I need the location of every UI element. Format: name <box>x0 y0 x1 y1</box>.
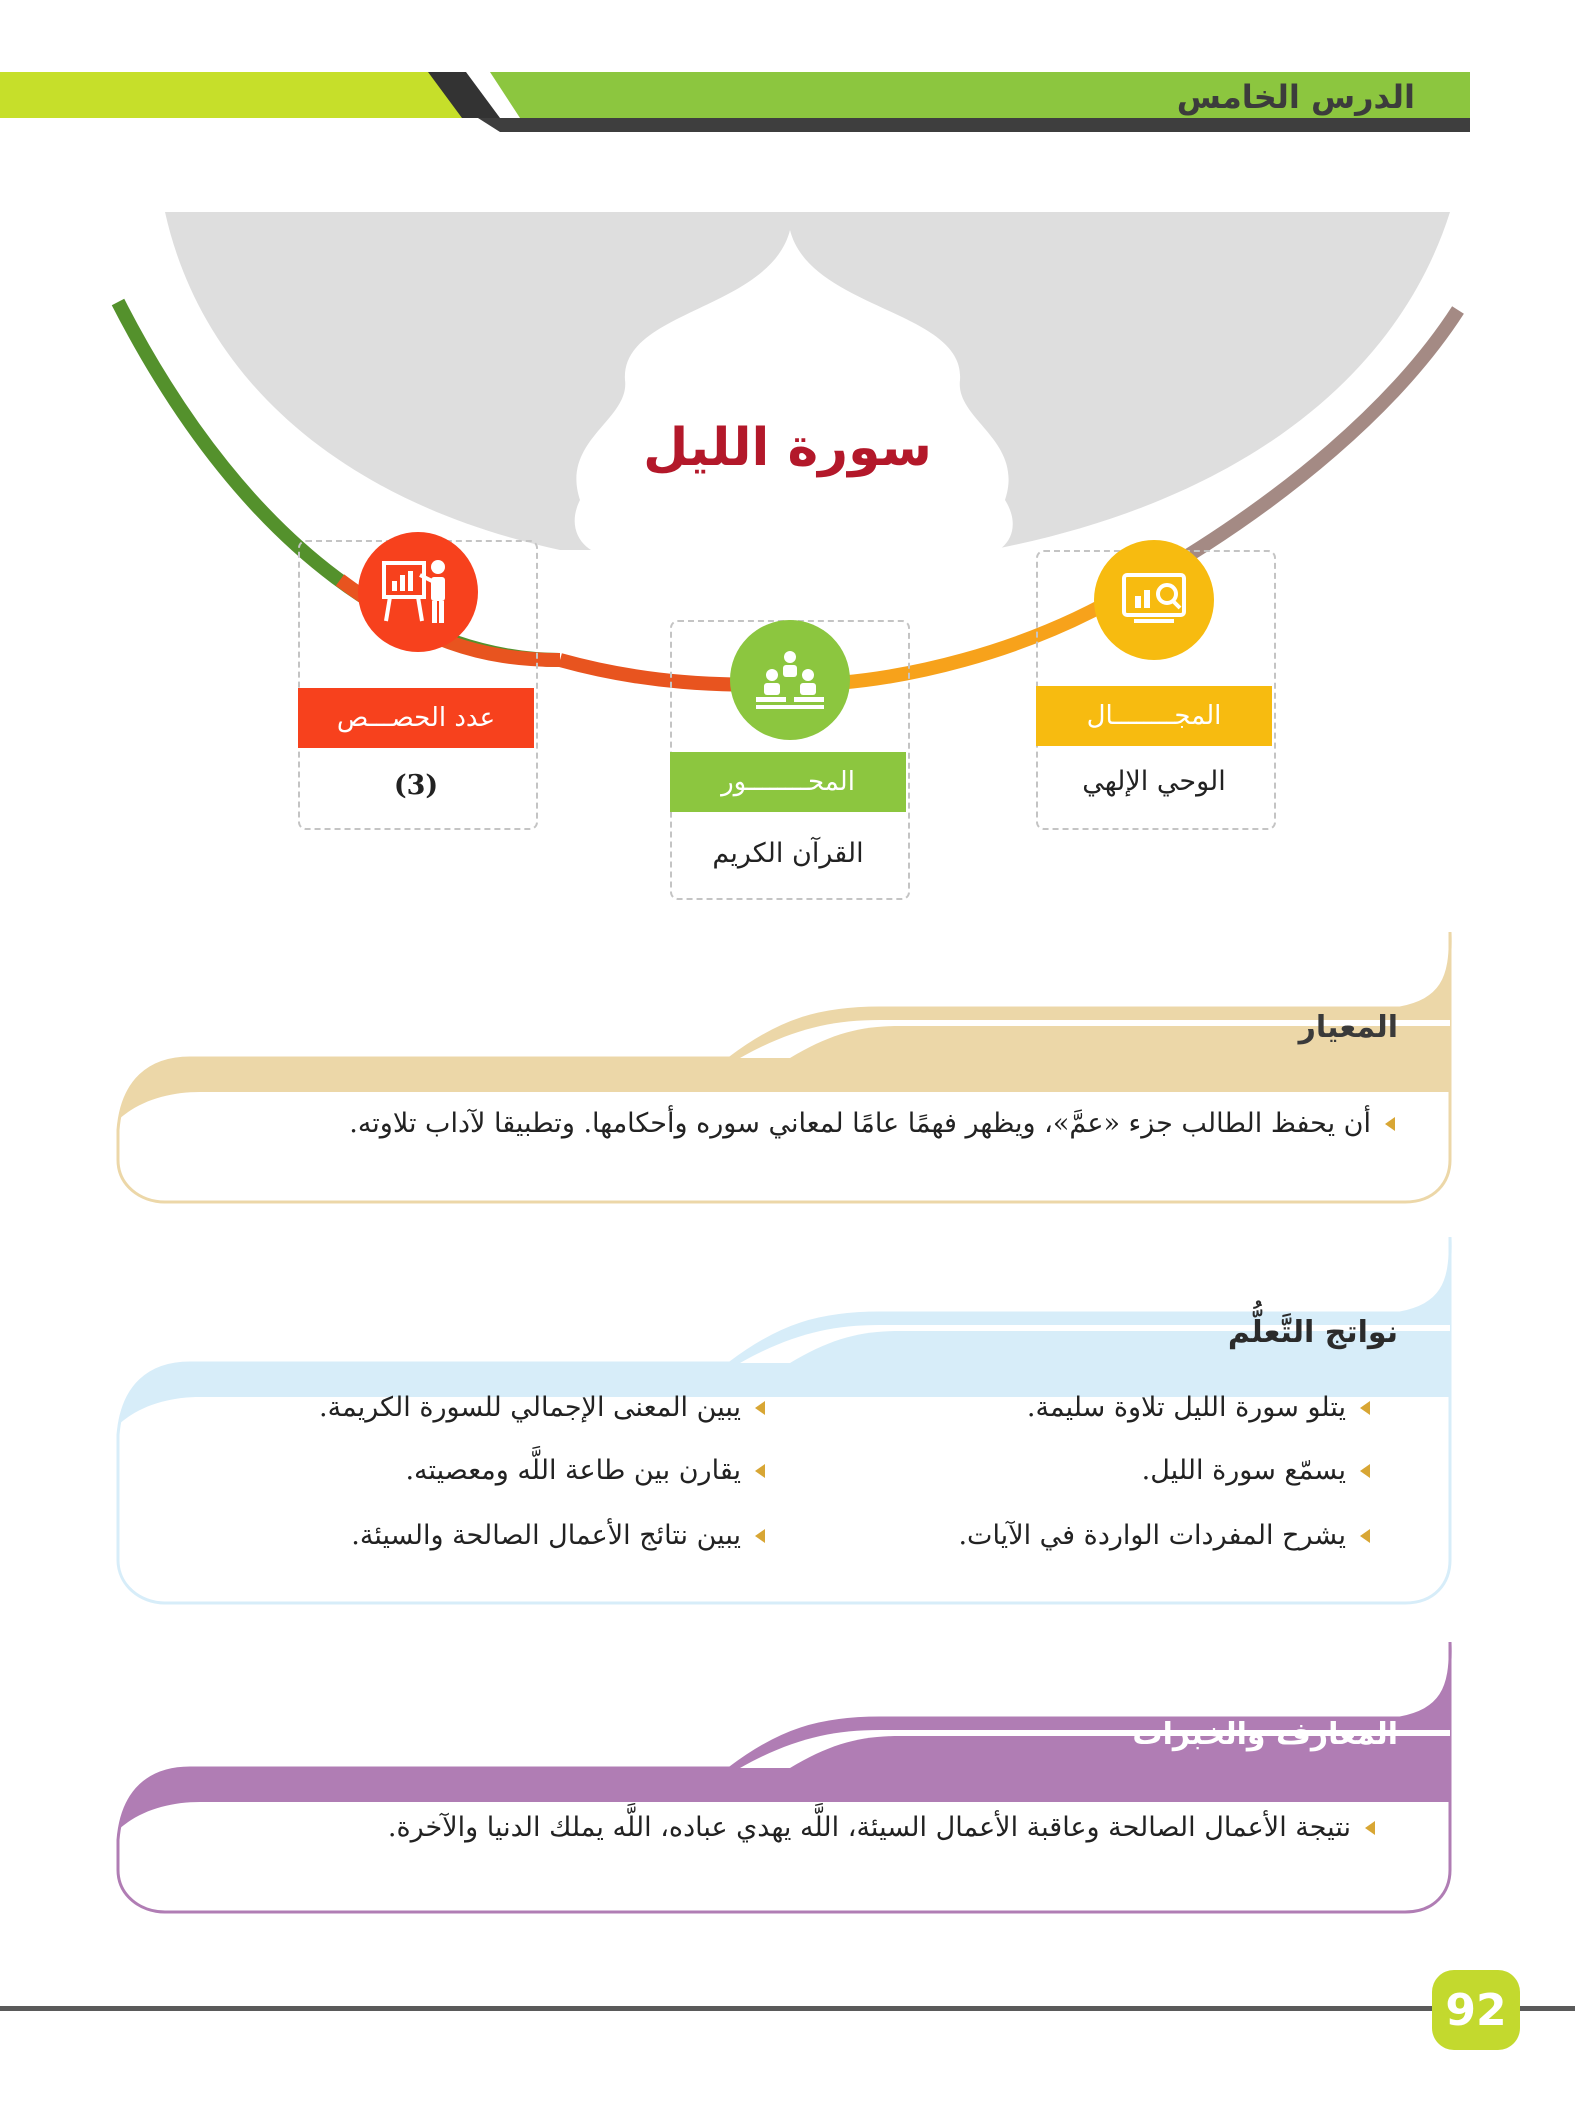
outcomes-title: نواتج التَّعلُّم <box>1227 1315 1398 1350</box>
page-number: 92 <box>1432 1970 1520 2050</box>
bullet-icon <box>1360 1464 1370 1478</box>
standard-frame <box>0 920 1575 1220</box>
bullet-icon <box>755 1401 765 1415</box>
outcome-item <box>405 1455 765 1486</box>
bullet-icon <box>755 1464 765 1478</box>
outcome-item <box>1027 1392 1370 1423</box>
bullet-icon <box>1385 1117 1395 1131</box>
outcome-text: يبين المعنى الإجمالي للسورة الكريمة. <box>319 1392 741 1423</box>
knowledge-text: نتيجة الأعمال الصالحة وعاقبة الأعمال السيئة، اللَّه يهدي عباده، اللَّه يملك الدنيا والآخرة. <box>387 1812 1351 1843</box>
knowledge-item <box>388 1812 1375 1843</box>
domain-label: المجــــــــال <box>1036 686 1272 746</box>
sessions-label: عدد الحصـــص <box>298 688 534 748</box>
bullet-icon <box>1360 1529 1370 1543</box>
bullet-icon <box>1360 1401 1370 1415</box>
lesson-title: سورة الليل <box>643 418 932 478</box>
classroom-students-icon <box>730 620 850 740</box>
standard-text: أن يحفظ الطالب جزء «عمَّ»، ويظهر فهمًا عامًا لمعاني سوره وأحكامها. وتطبيقا لآداب تلاوته. <box>349 1108 1371 1139</box>
sessions-value: (3) <box>393 770 439 801</box>
outcome-text: يقارن بين طاعة اللَّه ومعصيته. <box>405 1455 741 1486</box>
bullet-icon <box>1365 1821 1375 1835</box>
knowledge-title: المعارف والخبرات <box>1132 1717 1398 1752</box>
presentation-search-icon <box>1094 540 1214 660</box>
header-band <box>0 0 1575 140</box>
outcome-text: يسمّع سورة الليل. <box>1141 1455 1346 1486</box>
axis-label: المحــــــــور <box>670 752 906 812</box>
outcome-item <box>958 1520 1370 1551</box>
outcome-text: يبين نتائج الأعمال الصالحة والسيئة. <box>351 1520 741 1551</box>
footer-line <box>0 2006 1575 2011</box>
outcomes-frame <box>0 1225 1575 1625</box>
lesson-label: الدرس الخامس <box>1176 78 1415 116</box>
standard-item <box>349 1108 1395 1139</box>
domain-value: الوحي الإلهي <box>1082 766 1226 797</box>
outcome-item <box>319 1392 765 1423</box>
axis-value: القرآن الكريم <box>712 838 864 869</box>
bullet-icon <box>755 1529 765 1543</box>
teacher-board-icon <box>358 532 478 652</box>
outcome-text: يشرح المفردات الواردة في الآيات. <box>958 1520 1346 1551</box>
outcome-item <box>1142 1455 1370 1486</box>
knowledge-frame <box>0 1630 1575 1930</box>
outcome-text: يتلو سورة الليل تلاوة سليمة. <box>1026 1392 1346 1423</box>
standard-title: المعيار <box>1298 1010 1398 1045</box>
outcome-item <box>351 1520 765 1551</box>
